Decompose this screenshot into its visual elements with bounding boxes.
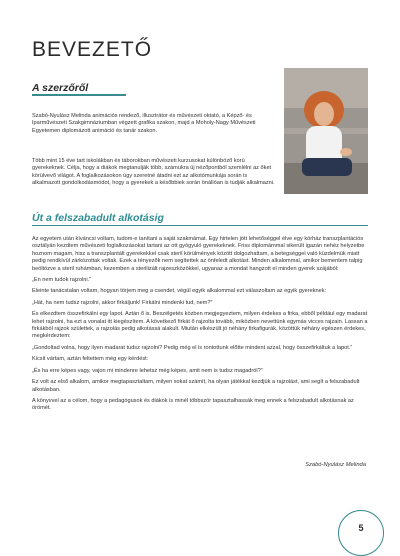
body-paragraph: A könyvvel az a célom, hogy a pedagógusok és diákok is minél többször tapasztalhassák meg ennek a felszabadult alkotásnak az örömét. <box>32 397 354 412</box>
author-heading-underline <box>32 94 126 96</box>
body-paragraph: Ez volt az első alkalom, amikor megtapasztaltam, milyen sokat számít, ha olyan játékkal kezdjük a rajzolást, ami segít a felszabadult alkotásban. <box>32 379 360 393</box>
freedom-heading-underline <box>32 225 368 226</box>
body-paragraph: „És ha erre képes vagy, vajon mi mindenre lehetsz még képes, amit nem is tudsz magadról?” <box>32 367 263 374</box>
author-paragraph-1: Szabó-Nyulász Melinda animációs rendező, illusztrátor és művészeti oktató, a Képző- és Iparművészeti Szakgimnáziumban végzett grafika szakon, majd a Moholy-Nagy Művészeti Egyetemen diplomázott animáció és tanár szakon. <box>32 113 256 134</box>
signature: Szabó-Nyulász Melinda <box>305 462 366 468</box>
freedom-body <box>32 236 368 417</box>
page-number: 5 <box>358 523 364 533</box>
body-paragraph: Kicsit vártam, aztán feltettem még egy kérdést: <box>32 356 149 363</box>
page-number-badge <box>338 510 384 556</box>
freedom-heading: Út a felszabadult alkotásig <box>32 212 164 224</box>
body-paragraph: Eleinte tanácstalan voltam, hogyan törjem meg a csendet, végül egyik alkalommal ezt válaszoltam az egyik gyereknek: <box>32 288 327 295</box>
author-paragraph-2: Több mint 15 éve tart iskolákban és táborokban művészeti kurzusokat különböző korú gyerekeknek. Célja, hogy a diákok megtanulják több, számukra új nézőpontból szemlélni az őket körülvevő világot. A foglalkozásokon úgy szeretné átadni ezt az alkotómunkája során is alkalmazott gondolkodásmódot, hogy a gyerekek a későbbiek során önállóan is tudják alkalmazni. <box>32 158 275 187</box>
author-portrait-image <box>284 68 368 194</box>
body-paragraph: „Hát, ha nem tudsz rajzolni, akkor firkáljunk! Firkálni mindenki tud, nem?” <box>32 299 213 306</box>
body-paragraph: És elkezdtem összefirkálni egy lapot. Aztán ő is. Beszélgetés közben megjegyeztem, milyen érdekes a firka, ebből például egy madarat lehet rajzolni, ha ezt a vonalat itt kiegészítem. A következő firkát ő rajzolta tovább, miközben nevettünk egymás vicces rajzain. Lassan a firkákból rajzok születtek, a rajzolás pedig alkotássá alakult. Miután elkészült jó néhány firkafigurák, közöttük néhány egészen érdekes, megkérdeztem: <box>32 311 368 340</box>
body-paragraph: „En nem tudok rajzolni.” <box>32 277 92 284</box>
body-paragraph: „Gondoltad volna, hogy ilyen madarat tudsz rajzolni? Pedig még el is rontottunk előtte mindent azzal, hogy összefirkáltuk a lapot.” <box>32 344 353 351</box>
body-paragraph: Az egyetem után kíváncsi voltam, tudom-e tanítani a saját szakmámat. Egy hirtelen jött lehetőséggel élve egy kórház transzplantációs osztályán kezdtem művészeti foglalkozásokat tartani az ott gyógyuló gyerekeknek. Friss diplomámmal sikerült igazán nehéz helyzetbe hoznom magam, hisz a transzplantált gyerekekkel csak steril körülmények között dolgozhattam, a betegséggel való küzdelmük miatt pedig rendkívül zárkózottak voltak. Ezek a tényezők nem segítettek az önfeledt alkotást. Minden alkalommal, amikor bementem talpig beöltözve a steril ruhámban, kezemben a sterilizált rajzeszközökkel, ugyanaz a mondat hangzott el minden gyerek szájából: <box>32 236 365 272</box>
author-photo <box>284 68 368 194</box>
author-heading: A szerzőről <box>32 82 89 94</box>
page-title: BEVEZETŐ <box>32 38 153 61</box>
